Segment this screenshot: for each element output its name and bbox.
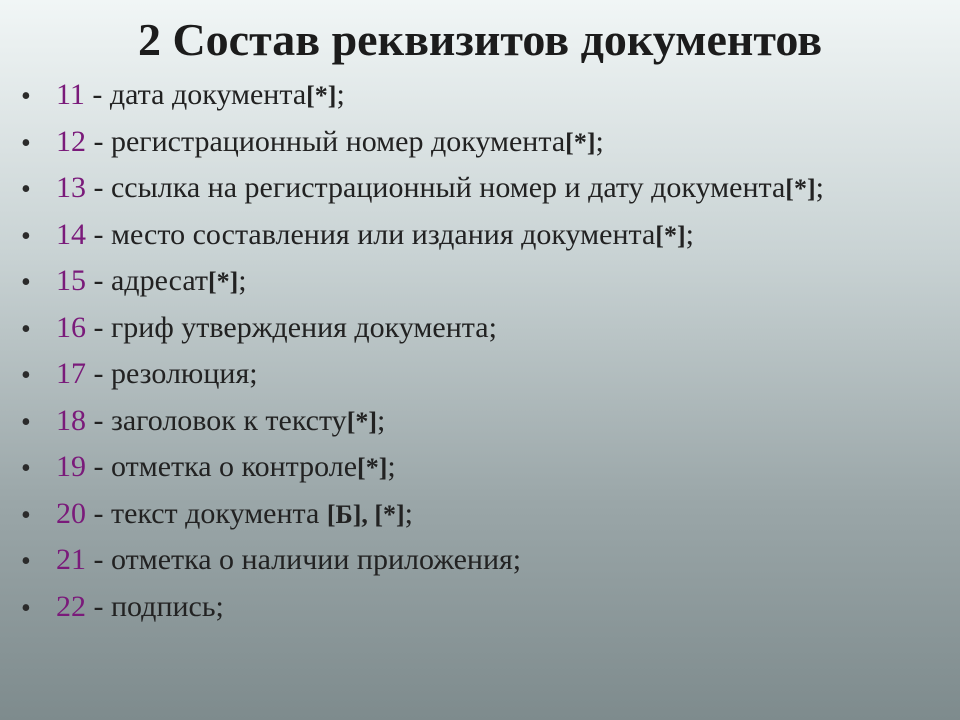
item-reference: [*] [207,267,239,296]
item-text: - дата документа [84,78,307,111]
item-number: 13 [56,171,86,204]
bullet-icon: • [21,592,31,624]
bullet-icon: • [21,220,31,252]
bullet-icon: • [21,81,31,112]
bullet-icon: • [21,546,31,577]
item-end: ; [404,496,414,530]
item-number: 16 [56,310,86,344]
item-number: 12 [56,124,86,158]
item-text: - регистрационный номер документа [86,124,566,158]
bullet-icon: • [21,313,31,345]
requisites-list [18,76,938,634]
list-item [18,448,938,487]
bullet-icon: • [21,499,31,531]
bullet-icon: • [21,453,31,484]
list-item [18,309,938,348]
item-text: - отметка о контроле [86,450,358,483]
item-text: - адресат [86,264,208,297]
item-end: ; [595,124,604,158]
item-end: ; [685,217,694,251]
item-text: - место составления или издания документа [86,217,656,251]
bullet-icon: • [21,127,31,159]
bullet-icon: • [21,360,31,391]
bullet-icon: • [21,406,31,438]
item-number: 18 [56,403,86,437]
item-end: ; [387,450,396,483]
item-number: 11 [56,78,85,111]
item-end: ; [238,264,247,297]
item-text: - подпись; [86,589,224,623]
item-number: 14 [56,217,86,251]
item-reference: [*] [785,174,816,203]
item-number: 20 [56,496,86,530]
item-number: 19 [56,450,86,483]
item-text: - заголовок к тексту [86,403,347,437]
list-item [18,495,938,534]
item-reference: [*] [346,406,378,436]
list-item [18,169,938,208]
item-reference: [*] [565,127,596,157]
bullet-icon: • [21,174,31,205]
list-item [18,588,938,627]
item-end: ; [377,403,386,437]
item-reference: [Б], [*] [326,499,405,529]
list-item [18,355,938,394]
list-item [18,216,938,255]
item-end: ; [815,171,824,204]
bullet-icon: • [21,267,31,298]
item-number: 17 [56,357,86,390]
item-reference: [*] [655,220,686,250]
item-text: - резолюция; [86,357,258,390]
item-text: - ссылка на регистрационный номер и дату документа [86,171,786,204]
item-reference: [*] [357,453,388,482]
item-number: 22 [56,589,86,623]
item-number: 21 [56,543,86,576]
list-item [18,262,938,301]
item-end: ; [336,78,345,111]
item-text: - гриф утверждения документа; [86,310,497,344]
list-item [18,541,938,580]
list-item [18,402,938,441]
item-text: - отметка о наличии приложения; [86,543,522,576]
item-number: 15 [56,264,86,297]
item-text: - текст документа [86,496,327,530]
list-item [18,123,938,162]
list-item [18,76,938,115]
item-reference: [*] [306,81,337,110]
slide-title: 2 Состав реквизитов документов [137,14,823,65]
